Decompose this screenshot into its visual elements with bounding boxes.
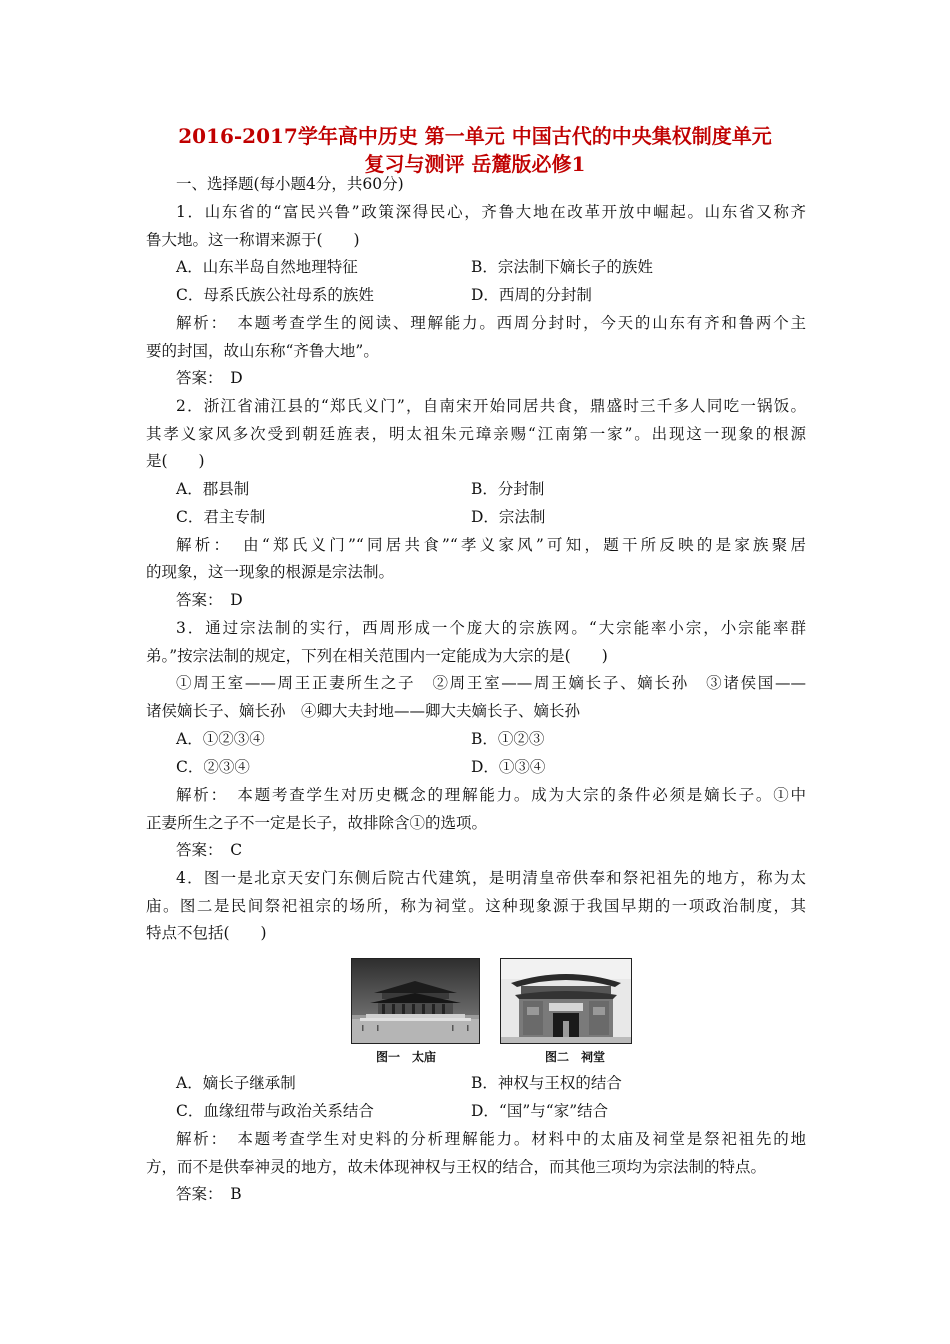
figure1-caption: 图一 太庙 <box>376 1050 437 1064</box>
q3-items-line2: 诸侯嫡长子、嫡长孙 ④卿大夫封地——卿大夫嫡长子、嫡长孙 <box>146 702 581 720</box>
q4-option-a: A．嫡长子继承制 <box>176 1074 296 1092</box>
q4-option-c: C．血缘纽带与政治关系结合 <box>176 1102 374 1120</box>
q2-option-d: D．宗法制 <box>471 508 546 526</box>
doc-title-line2: 复习与测评 岳麓版必修1 <box>364 152 586 176</box>
q3-analysis-line1: 解析： 本题考查学生对历史概念的理解能力。成为大宗的条件必须是嫡长子。①中 <box>176 786 806 804</box>
q4-option-b: B．神权与王权的结合 <box>471 1074 622 1092</box>
q2-analysis-line1: 解析： 由“郑氏义门”“同居共食”“孝义家风”可知，题干所反映的是家族聚居 <box>176 536 806 554</box>
q2-stem-line3: 是( ) <box>146 452 205 470</box>
citang-illustration <box>501 959 631 1043</box>
q4-stem-line2: 庙。图二是民间祭祀祖宗的场所，称为祠堂。这种现象源于我国早期的一项政治制度，其 <box>146 897 806 915</box>
q3-answer: 答案： C <box>176 841 243 859</box>
q3-stem-line2: 弟。”按宗法制的规定，下列在相关范围内一定能成为大宗的是( ) <box>146 647 608 665</box>
q3-analysis-line2: 正妻所生之子不一定是长子，故排除含①的选项。 <box>146 814 488 832</box>
q3-option-c: C．②③④ <box>176 758 250 776</box>
q4-answer: 答案： B <box>176 1185 242 1203</box>
taimiao-illustration <box>352 959 479 1043</box>
q1-option-a: A．山东半岛自然地理特征 <box>176 258 358 276</box>
q2-answer: 答案： D <box>176 591 243 609</box>
q3-stem-line1: 3．通过宗法制的实行，西周形成一个庞大的宗族网。“大宗能率小宗，小宗能率群 <box>176 619 806 637</box>
q2-option-b: B．分封制 <box>471 480 545 498</box>
q2-option-c: C．君主专制 <box>176 508 266 526</box>
q1-analysis-line1: 解析： 本题考查学生的阅读、理解能力。西周分封时，今天的山东有齐和鲁两个主 <box>176 314 806 332</box>
q1-answer: 答案： D <box>176 369 243 387</box>
q1-analysis-line2: 要的封国，故山东称“齐鲁大地”。 <box>146 342 379 360</box>
q1-stem-line1: 1．山东省的“富民兴鲁”政策深得民心，齐鲁大地在改革开放中崛起。山东省又称齐 <box>176 203 806 221</box>
section-heading: 一、选择题(每小题4分，共60分) <box>176 175 404 193</box>
q2-stem-line1: 2．浙江省浦江县的“郑氏义门”，自南宋开始同居共食，鼎盛时三千多人同吃一锅饭。 <box>176 397 806 415</box>
q1-option-d: D．西周的分封制 <box>471 286 592 304</box>
q1-option-b: B．宗法制下嫡长子的族姓 <box>471 258 653 276</box>
q4-option-d: D．“国”与“家”结合 <box>471 1102 609 1120</box>
q4-stem-line3: 特点不包括( ) <box>146 924 267 942</box>
q4-analysis-line2: 方，而不是供奉神灵的地方，故未体现神权与王权的结合，而其他三项均为宗法制的特点。 <box>146 1158 767 1176</box>
q2-analysis-line2: 的现象，这一现象的根源是宗法制。 <box>146 563 395 581</box>
q1-option-c: C．母系氏族公社母系的族姓 <box>176 286 374 304</box>
figure1-taimiao-photo <box>351 958 480 1044</box>
doc-title-line1: 2016-2017学年高中历史 第一单元 中国古代的中央集权制度单元 <box>178 124 772 148</box>
q4-stem-line1: 4．图一是北京天安门东侧后院古代建筑，是明清皇帝供奉和祭祀祖先的地方，称为太 <box>176 869 806 887</box>
q3-items-line1: ①周王室——周王正妻所生之子 ②周王室——周王嫡长子、嫡长孙 ③诸侯国—— <box>176 674 806 692</box>
q2-option-a: A．郡县制 <box>176 480 250 498</box>
q3-option-b: B．①②③ <box>471 730 545 748</box>
q3-option-d: D．①③④ <box>471 758 546 776</box>
q3-option-a: A．①②③④ <box>176 730 265 748</box>
figure2-citang-photo <box>500 958 632 1044</box>
q1-stem-line2: 鲁大地。这一称谓来源于( ) <box>146 231 360 249</box>
q4-analysis-line1: 解析： 本题考查学生对史料的分析理解能力。材料中的太庙及祠堂是祭祀祖先的地 <box>176 1130 806 1148</box>
figure2-caption: 图二 祠堂 <box>545 1050 606 1064</box>
q2-stem-line2: 其孝义家风多次受到朝廷旌表，明太祖朱元璋亲赐“江南第一家”。出现这一现象的根源 <box>146 425 806 443</box>
